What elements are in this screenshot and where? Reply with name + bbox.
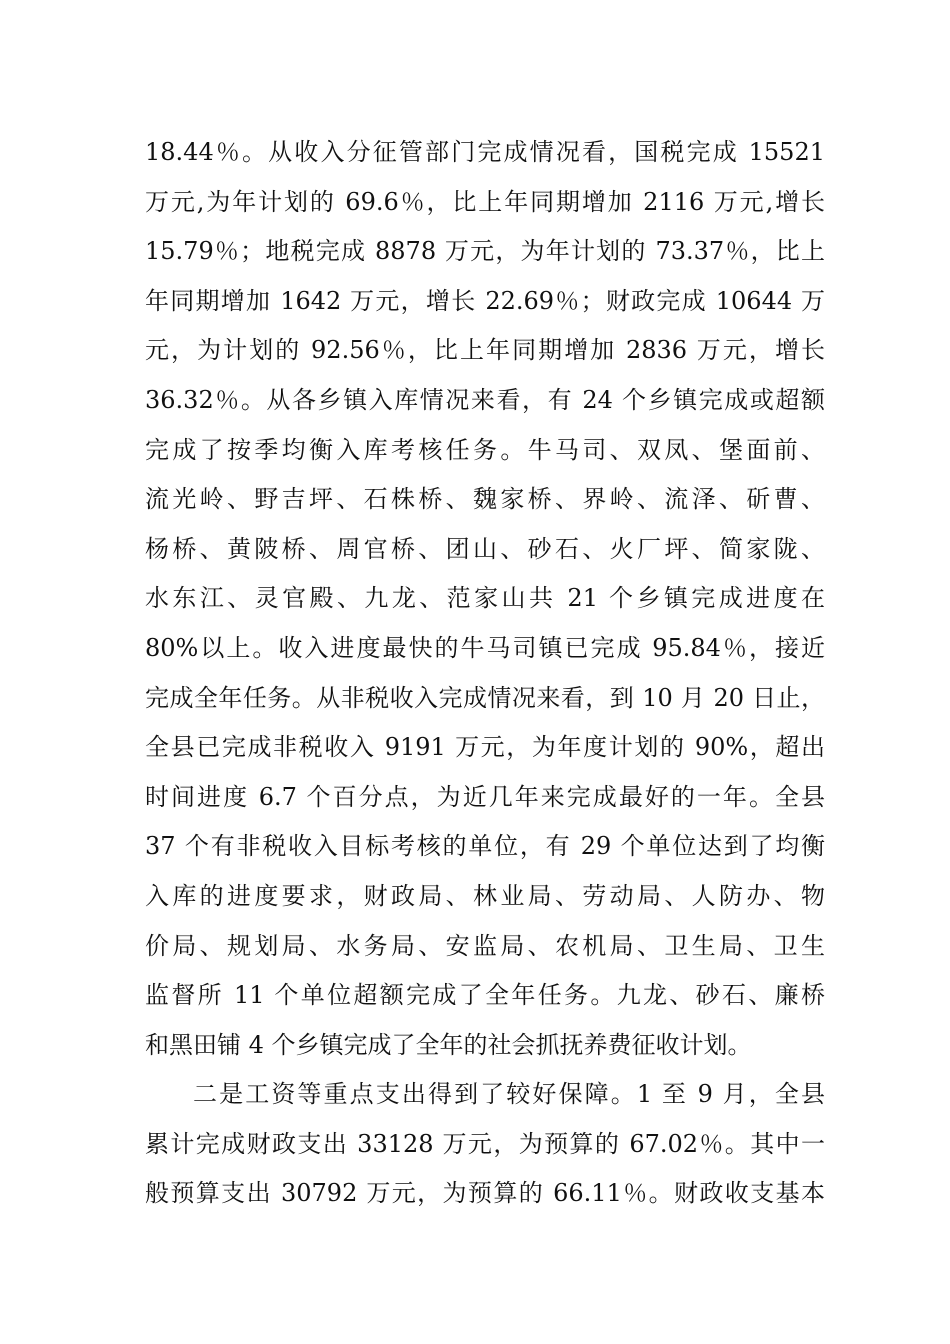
paragraph-start-line: 二是工资等重点支出得到了较好保障。1 至 9 月，全县 [193, 1080, 825, 1109]
text-line: 37 个有非税收入目标考核的单位，有 29 个单位达到了均衡 [145, 832, 825, 861]
text-line: 36.32％。从各乡镇入库情况来看，有 24 个乡镇完成或超额 [145, 385, 825, 414]
body-text [145, 128, 825, 1219]
text-line: 入库的进度要求，财政局、林业局、劳动局、人防办、物 [145, 881, 825, 910]
text-line: 完成了按季均衡入库考核任务。牛马司、双凤、堡面前、 [145, 435, 825, 464]
text-line: 时间进度 6.7 个百分点，为近几年来完成最好的一年。全县 [145, 782, 825, 811]
paragraph-end-line: 和黑田铺 4 个乡镇完成了全年的社会抓抚养费征收计划。 [145, 1030, 752, 1059]
text-line: 年同期增加 1642 万元，增长 22.69％；财政完成 10644 万 [145, 286, 825, 315]
text-line: 水东江、灵官殿、九龙、范家山共 21 个乡镇完成进度在 [145, 584, 825, 613]
text-line: 全县已完成非税收入 9191 万元，为年度计划的 90%，超出 [145, 733, 825, 762]
text-line: 15.79％；地税完成 8878 万元，为年计划的 73.37％，比上 [145, 237, 825, 266]
text-line: 累计完成财政支出 33128 万元，为预算的 67.02％。其中一 [145, 1129, 825, 1158]
text-line: 80%以上。收入进度最快的牛马司镇已完成 95.84％，接近 [145, 633, 825, 662]
text-line: 18.44％。从收入分征管部门完成情况看，国税完成 15521 [145, 138, 825, 166]
text-line: 万元,为年计划的 69.6％，比上年同期增加 2116 万元,增长 [145, 187, 825, 216]
text-line: 元，为计划的 92.56％，比上年同期增加 2836 万元，增长 [145, 336, 825, 365]
text-line: 般预算支出 30792 万元，为预算的 66.11％。财政收支基本 [145, 1179, 825, 1208]
text-line: 流光岭、野吉坪、石株桥、魏家桥、界岭、流泽、斫曹、 [145, 485, 825, 514]
text-line: 监督所 11 个单位超额完成了全年任务。九龙、砂石、廉桥 [145, 981, 825, 1010]
text-line: 杨桥、黄陂桥、周官桥、团山、砂石、火厂坪、简家陇、 [145, 534, 825, 563]
text-line: 价局、规划局、水务局、安监局、农机局、卫生局、卫生 [145, 931, 825, 960]
text-line: 完成全年任务。从非税收入完成情况来看，到 10 月 20 日止， [145, 683, 825, 712]
